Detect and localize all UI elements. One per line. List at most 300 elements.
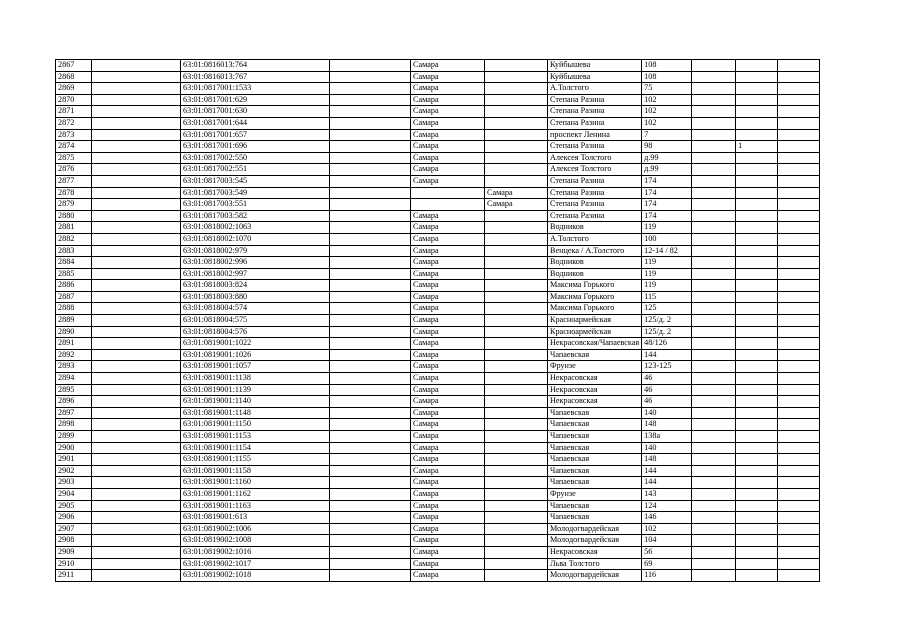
empty-cell (692, 373, 736, 385)
cadastral-number-cell: 63:01:0818004:576 (181, 326, 330, 338)
row-number-cell: 2883 (56, 245, 92, 257)
empty-cell (692, 361, 736, 373)
table-body (56, 60, 820, 582)
row-number-cell: 2905 (56, 500, 92, 512)
empty-cell (778, 94, 820, 106)
empty-cell (92, 303, 181, 315)
empty-cell (330, 257, 411, 269)
empty-cell (778, 546, 820, 558)
house-cell: 174 (642, 187, 692, 199)
house-cell: 125 (642, 303, 692, 315)
extra-cell (736, 164, 778, 176)
city-alt-cell (485, 280, 548, 292)
house-cell: 119 (642, 222, 692, 234)
extra-cell (736, 512, 778, 524)
cadastral-number-cell: 63:01:0816013:767 (181, 71, 330, 83)
city-cell: Самара (411, 257, 485, 269)
empty-cell (330, 117, 411, 129)
house-cell: 115 (642, 291, 692, 303)
street-cell: Фрунзе (548, 361, 642, 373)
empty-cell (692, 546, 736, 558)
empty-cell (778, 291, 820, 303)
row-number-cell: 2870 (56, 94, 92, 106)
row-number-cell: 2901 (56, 454, 92, 466)
city-cell: Самара (411, 117, 485, 129)
extra-cell (736, 83, 778, 95)
table-row (56, 164, 820, 176)
empty-cell (92, 164, 181, 176)
empty-cell (330, 233, 411, 245)
empty-cell (692, 164, 736, 176)
empty-cell (778, 419, 820, 431)
cadastral-number-cell: 63:01:0818002:1063 (181, 222, 330, 234)
empty-cell (692, 500, 736, 512)
cadastral-number-cell: 63:01:0819001:1154 (181, 442, 330, 454)
empty-cell (330, 407, 411, 419)
empty-cell (330, 222, 411, 234)
empty-cell (692, 338, 736, 350)
extra-cell (736, 384, 778, 396)
row-number-cell: 2874 (56, 141, 92, 153)
cadastral-number-cell: 63:01:0817001:657 (181, 129, 330, 141)
city-alt-cell (485, 338, 548, 350)
empty-cell (92, 419, 181, 431)
street-cell: Некрасовская (548, 373, 642, 385)
empty-cell (692, 291, 736, 303)
table-row (56, 407, 820, 419)
row-number-cell: 2906 (56, 512, 92, 524)
empty-cell (778, 106, 820, 118)
row-number-cell: 2899 (56, 431, 92, 443)
house-cell: 69 (642, 558, 692, 570)
street-cell: Степана Разина (548, 210, 642, 222)
street-cell: Некрасовская (548, 384, 642, 396)
cadastral-number-cell: 63:01:0817001:630 (181, 106, 330, 118)
city-cell: Самара (411, 222, 485, 234)
empty-cell (92, 442, 181, 454)
empty-cell (330, 83, 411, 95)
extra-cell (736, 500, 778, 512)
empty-cell (330, 175, 411, 187)
empty-cell (330, 338, 411, 350)
empty-cell (778, 500, 820, 512)
extra-cell (736, 280, 778, 292)
table-row (56, 106, 820, 118)
empty-cell (330, 373, 411, 385)
empty-cell (778, 210, 820, 222)
city-alt-cell (485, 349, 548, 361)
city-cell: Самара (411, 523, 485, 535)
city-cell: Самара (411, 233, 485, 245)
empty-cell (778, 303, 820, 315)
house-cell: 56 (642, 546, 692, 558)
row-number-cell: 2882 (56, 233, 92, 245)
empty-cell (692, 187, 736, 199)
city-cell: Самара (411, 71, 485, 83)
empty-cell (92, 60, 181, 72)
empty-cell (92, 83, 181, 95)
city-cell: Самара (411, 419, 485, 431)
table-row (56, 384, 820, 396)
empty-cell (692, 94, 736, 106)
row-number-cell: 2902 (56, 465, 92, 477)
cadastral-number-cell: 63:01:0819002:1008 (181, 535, 330, 547)
extra-cell (736, 442, 778, 454)
house-cell: 138а (642, 431, 692, 443)
row-number-cell: 2894 (56, 373, 92, 385)
extra-cell (736, 477, 778, 489)
empty-cell (92, 523, 181, 535)
empty-cell (330, 396, 411, 408)
table-row (56, 570, 820, 582)
empty-cell (330, 442, 411, 454)
empty-cell (330, 60, 411, 72)
house-cell: 119 (642, 257, 692, 269)
city-cell: Самара (411, 512, 485, 524)
extra-cell (736, 373, 778, 385)
table-row (56, 175, 820, 187)
cadastral-number-cell: 63:01:0818002:997 (181, 268, 330, 280)
empty-cell (778, 71, 820, 83)
empty-cell (692, 349, 736, 361)
row-number-cell: 2871 (56, 106, 92, 118)
city-alt-cell (485, 373, 548, 385)
city-alt-cell (485, 117, 548, 129)
street-cell: Водников (548, 268, 642, 280)
table-row (56, 210, 820, 222)
empty-cell (778, 465, 820, 477)
row-number-cell: 2893 (56, 361, 92, 373)
city-alt-cell (485, 94, 548, 106)
empty-cell (778, 384, 820, 396)
street-cell: Чапаевская (548, 442, 642, 454)
city-alt-cell (485, 141, 548, 153)
cadastral-number-cell: 63:01:0817003:582 (181, 210, 330, 222)
cadastral-number-cell: 63:01:0819001:1158 (181, 465, 330, 477)
empty-cell (330, 523, 411, 535)
row-number-cell: 2890 (56, 326, 92, 338)
extra-cell: 1 (736, 141, 778, 153)
empty-cell (778, 349, 820, 361)
empty-cell (692, 222, 736, 234)
empty-cell (330, 315, 411, 327)
empty-cell (92, 315, 181, 327)
row-number-cell: 2904 (56, 488, 92, 500)
empty-cell (692, 396, 736, 408)
empty-cell (692, 199, 736, 211)
empty-cell (92, 326, 181, 338)
house-cell: 46 (642, 396, 692, 408)
cadastral-number-cell: 63:01:0818003:880 (181, 291, 330, 303)
extra-cell (736, 199, 778, 211)
extra-cell (736, 71, 778, 83)
city-alt-cell (485, 303, 548, 315)
empty-cell (778, 60, 820, 72)
empty-cell (778, 535, 820, 547)
empty-cell (692, 431, 736, 443)
extra-cell (736, 210, 778, 222)
row-number-cell: 2896 (56, 396, 92, 408)
city-cell: Самара (411, 442, 485, 454)
empty-cell (92, 361, 181, 373)
row-number-cell: 2888 (56, 303, 92, 315)
empty-cell (92, 106, 181, 118)
empty-cell (92, 407, 181, 419)
extra-cell (736, 546, 778, 558)
extra-cell (736, 94, 778, 106)
city-alt-cell (485, 477, 548, 489)
empty-cell (692, 268, 736, 280)
city-cell: Самара (411, 500, 485, 512)
city-cell: Самара (411, 535, 485, 547)
city-cell: Самара (411, 291, 485, 303)
extra-cell (736, 338, 778, 350)
extra-cell (736, 326, 778, 338)
extra-cell (736, 407, 778, 419)
extra-cell (736, 570, 778, 582)
city-alt-cell (485, 488, 548, 500)
street-cell: Молодогвардейская (548, 570, 642, 582)
empty-cell (330, 152, 411, 164)
house-cell: 46 (642, 373, 692, 385)
empty-cell (778, 315, 820, 327)
house-cell: 108 (642, 60, 692, 72)
extra-cell (736, 233, 778, 245)
row-number-cell: 2907 (56, 523, 92, 535)
city-cell: Самара (411, 164, 485, 176)
street-cell: Молодогвардейская (548, 535, 642, 547)
city-alt-cell (485, 465, 548, 477)
empty-cell (778, 245, 820, 257)
empty-cell (692, 570, 736, 582)
empty-cell (778, 570, 820, 582)
house-cell: 143 (642, 488, 692, 500)
row-number-cell: 2909 (56, 546, 92, 558)
empty-cell (692, 71, 736, 83)
street-cell: Алексея Толстого (548, 164, 642, 176)
empty-cell (778, 373, 820, 385)
table-row (56, 141, 820, 153)
empty-cell (92, 268, 181, 280)
empty-cell (92, 349, 181, 361)
empty-cell (778, 488, 820, 500)
extra-cell (736, 523, 778, 535)
cadastral-number-cell: 63:01:0819001:1026 (181, 349, 330, 361)
table-row (56, 431, 820, 443)
cadastral-number-cell: 63:01:0819001:1162 (181, 488, 330, 500)
cadastral-number-cell: 63:01:0817001:696 (181, 141, 330, 153)
empty-cell (330, 164, 411, 176)
cadastral-number-cell: 63:01:0819001:1022 (181, 338, 330, 350)
empty-cell (778, 83, 820, 95)
empty-cell (330, 94, 411, 106)
table-row (56, 488, 820, 500)
city-cell: Самара (411, 326, 485, 338)
cadastral-number-cell: 63:01:0818002:996 (181, 257, 330, 269)
empty-cell (92, 396, 181, 408)
table-row (56, 500, 820, 512)
street-cell: проспект Ленина (548, 129, 642, 141)
city-cell: Самара (411, 546, 485, 558)
empty-cell (92, 465, 181, 477)
house-cell: 124 (642, 500, 692, 512)
table-row (56, 535, 820, 547)
city-alt-cell (485, 245, 548, 257)
street-cell: Красноармейская (548, 315, 642, 327)
cadastral-number-cell: 63:01:0819001:1163 (181, 500, 330, 512)
empty-cell (692, 477, 736, 489)
street-cell: Льва Толстого (548, 558, 642, 570)
city-alt-cell (485, 546, 548, 558)
empty-cell (330, 512, 411, 524)
extra-cell (736, 60, 778, 72)
table-row (56, 465, 820, 477)
cadastral-number-cell: 63:01:0818002:1070 (181, 233, 330, 245)
empty-cell (778, 326, 820, 338)
empty-cell (330, 291, 411, 303)
row-number-cell: 2900 (56, 442, 92, 454)
extra-cell (736, 431, 778, 443)
city-alt-cell (485, 222, 548, 234)
empty-cell (92, 210, 181, 222)
city-cell: Самара (411, 338, 485, 350)
house-cell: 125/д. 2 (642, 326, 692, 338)
empty-cell (330, 535, 411, 547)
empty-cell (92, 71, 181, 83)
extra-cell (736, 152, 778, 164)
empty-cell (778, 164, 820, 176)
street-cell: Максима Горького (548, 280, 642, 292)
empty-cell (692, 465, 736, 477)
street-cell: Куйбышева (548, 71, 642, 83)
street-cell: Молодогвардейская (548, 523, 642, 535)
extra-cell (736, 361, 778, 373)
empty-cell (330, 199, 411, 211)
city-cell: Самара (411, 373, 485, 385)
empty-cell (92, 257, 181, 269)
street-cell: Чапаевская (548, 500, 642, 512)
city-alt-cell (485, 83, 548, 95)
empty-cell (330, 210, 411, 222)
extra-cell (736, 535, 778, 547)
city-alt-cell (485, 257, 548, 269)
empty-cell (92, 488, 181, 500)
city-alt-cell (485, 361, 548, 373)
extra-cell (736, 454, 778, 466)
city-alt-cell (485, 396, 548, 408)
row-number-cell: 2875 (56, 152, 92, 164)
table-row (56, 199, 820, 211)
empty-cell (692, 257, 736, 269)
row-number-cell: 2895 (56, 384, 92, 396)
table-row (56, 245, 820, 257)
row-number-cell: 2889 (56, 315, 92, 327)
cadastral-number-cell: 63:01:0818004:574 (181, 303, 330, 315)
city-alt-cell (485, 152, 548, 164)
row-number-cell: 2876 (56, 164, 92, 176)
row-number-cell: 2908 (56, 535, 92, 547)
house-cell: 144 (642, 349, 692, 361)
street-cell: Степана Разина (548, 187, 642, 199)
empty-cell (92, 291, 181, 303)
street-cell: Максима Горького (548, 303, 642, 315)
empty-cell (692, 512, 736, 524)
empty-cell (92, 199, 181, 211)
empty-cell (92, 570, 181, 582)
city-cell: Самара (411, 349, 485, 361)
empty-cell (692, 280, 736, 292)
city-cell: Самара (411, 268, 485, 280)
empty-cell (692, 129, 736, 141)
street-cell: Некрасовская (548, 546, 642, 558)
house-cell: 146 (642, 512, 692, 524)
street-cell: Чапаевская (548, 454, 642, 466)
house-cell: 116 (642, 570, 692, 582)
city-alt-cell (485, 419, 548, 431)
empty-cell (778, 477, 820, 489)
row-number-cell: 2881 (56, 222, 92, 234)
house-cell: 174 (642, 175, 692, 187)
empty-cell (692, 175, 736, 187)
empty-cell (92, 117, 181, 129)
row-number-cell: 2873 (56, 129, 92, 141)
empty-cell (692, 488, 736, 500)
extra-cell (736, 558, 778, 570)
empty-cell (92, 338, 181, 350)
empty-cell (330, 570, 411, 582)
extra-cell (736, 303, 778, 315)
city-alt-cell (485, 570, 548, 582)
empty-cell (92, 546, 181, 558)
empty-cell (330, 465, 411, 477)
empty-cell (330, 477, 411, 489)
city-alt-cell (485, 233, 548, 245)
empty-cell (92, 222, 181, 234)
street-cell: Алексея Толстого (548, 152, 642, 164)
empty-cell (92, 558, 181, 570)
city-alt-cell (485, 454, 548, 466)
empty-cell (692, 315, 736, 327)
empty-cell (92, 187, 181, 199)
empty-cell (330, 384, 411, 396)
table-row (56, 373, 820, 385)
table-row (56, 512, 820, 524)
row-number-cell: 2872 (56, 117, 92, 129)
extra-cell (736, 117, 778, 129)
house-cell: 104 (642, 535, 692, 547)
empty-cell (330, 454, 411, 466)
extra-cell (736, 222, 778, 234)
empty-cell (778, 175, 820, 187)
cadastral-number-cell: 63:01:0818004:575 (181, 315, 330, 327)
empty-cell (778, 512, 820, 524)
row-number-cell: 2897 (56, 407, 92, 419)
city-cell (411, 199, 485, 211)
cadastral-number-cell: 63:01:0817003:545 (181, 175, 330, 187)
cadastral-number-cell: 63:01:0819001:1139 (181, 384, 330, 396)
empty-cell (778, 442, 820, 454)
cadastral-number-cell: 63:01:0819002:1006 (181, 523, 330, 535)
city-alt-cell: Самара (485, 187, 548, 199)
house-cell: 102 (642, 523, 692, 535)
row-number-cell: 2884 (56, 257, 92, 269)
empty-cell (92, 384, 181, 396)
empty-cell (330, 326, 411, 338)
extra-cell (736, 257, 778, 269)
cadastral-number-cell: 63:01:0819002:1018 (181, 570, 330, 582)
house-cell: 119 (642, 280, 692, 292)
empty-cell (330, 431, 411, 443)
